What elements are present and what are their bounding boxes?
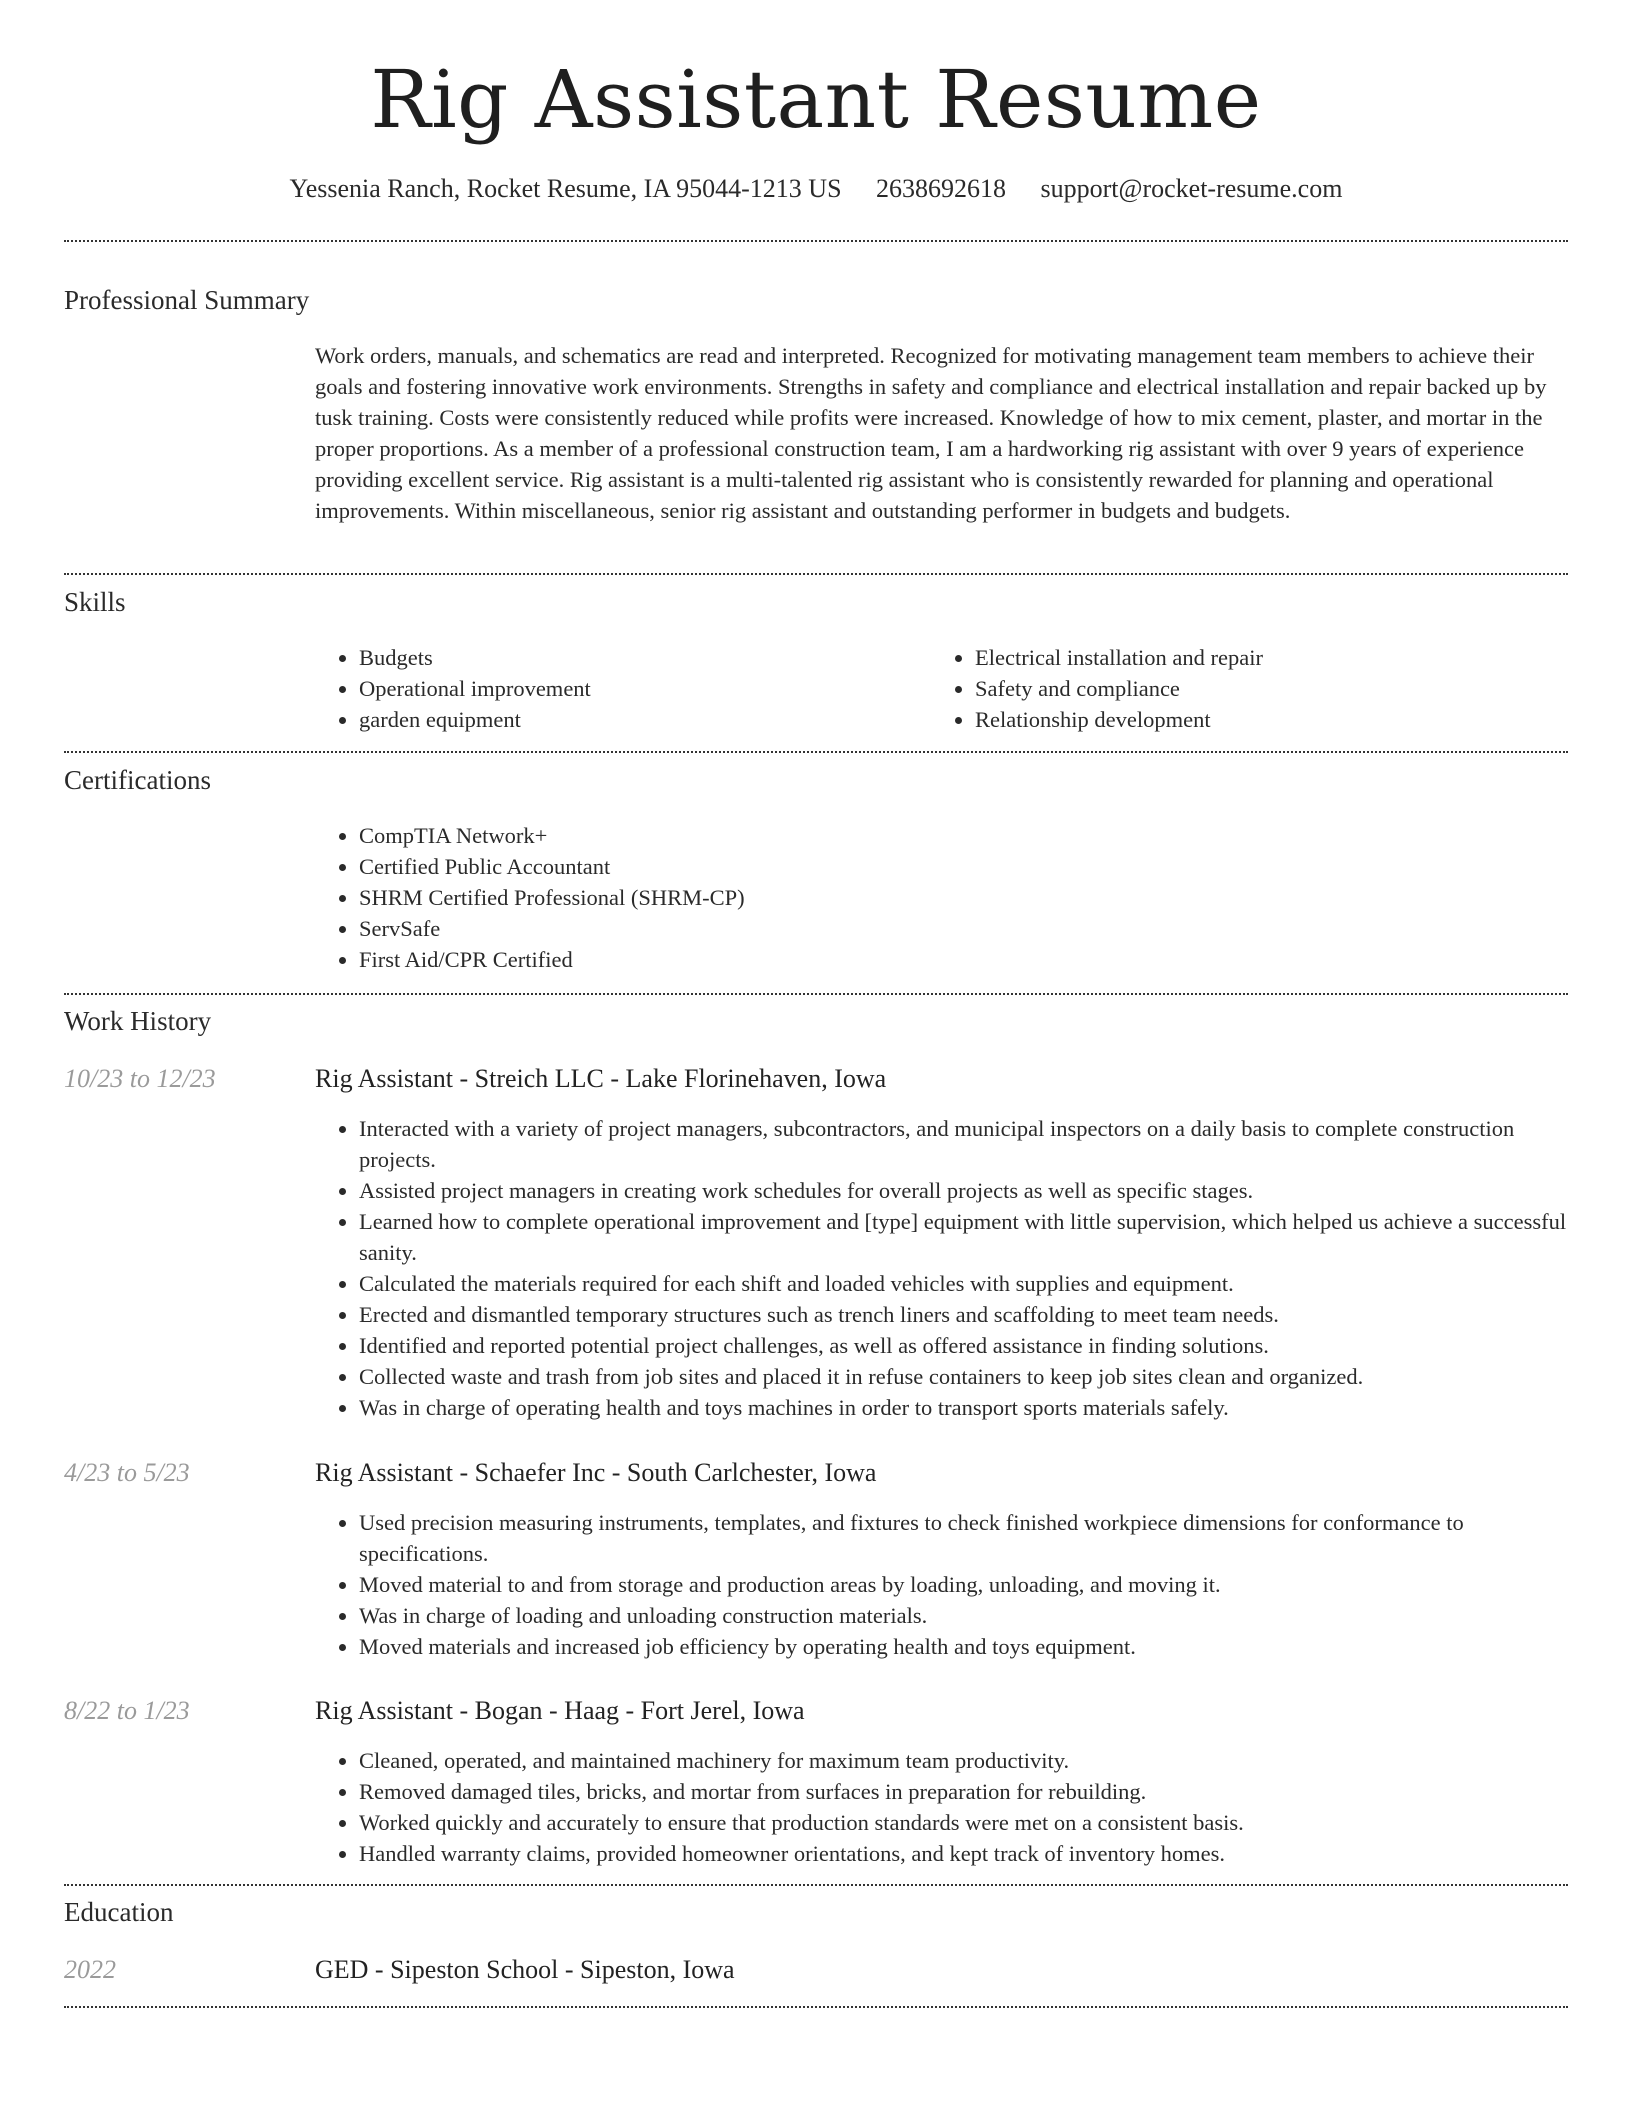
job-bullet: • Calculated the materials required for each shift and loaded vehicles with supplies and equipment. — [359, 1268, 1579, 1299]
section-heading-work-history: Work History — [64, 1006, 212, 1036]
education-degree: GED - Sipeston School - Sipeston, Iowa — [315, 1955, 735, 1984]
contact-phone: 2638692618 — [876, 174, 1007, 203]
divider — [64, 1884, 1568, 1886]
contact-email: support@rocket-resume.com — [1040, 174, 1343, 203]
education-year: 2022 — [64, 1955, 116, 1984]
job-bullet: • Removed damaged tiles, bricks, and mortar from surfaces in preparation for rebuilding. — [359, 1776, 1579, 1807]
skill-item: • Relationship development — [975, 704, 1575, 735]
skill-item: • Operational improvement — [359, 673, 919, 704]
summary-text: Work orders, manuals, and schematics are read and interpreted. Recognized for motivating management team members to achieve their goals and fostering innovative work environments. Strengths in safety and compliance and electrical installation and repair backed up by tusk training. Costs were consistently reduced while profits were increased. Knowledge of how to mix cement, plaster, and mortar in the proper proportions. As a member of a professional construction team, I am a hardworking rig assistant with over 9 years of experience providing excellent service. Rig assistant is a multi-talented rig assistant who is consistently rewarded for planning and operational improvements. Within miscellaneous, senior rig assistant and outstanding performer in budgets and budgets. — [315, 343, 1547, 523]
job-bullet: • Handled warranty claims, provided homeowner orientations, and kept track of inventory homes. — [359, 1838, 1579, 1869]
divider — [64, 240, 1568, 242]
job-bullet: • Was in charge of loading and unloading construction materials. — [359, 1600, 1579, 1631]
certification-item: • ServSafe — [359, 913, 1559, 944]
skill-item: • Budgets — [359, 642, 919, 673]
section-heading-education: Education — [64, 1897, 174, 1927]
job-title: Rig Assistant - Bogan - Haag - Fort Jerel, Iowa — [315, 1696, 805, 1725]
skills-list-left — [315, 642, 919, 735]
skills-list-right — [931, 642, 1575, 735]
job-bullet: • Erected and dismantled temporary structures such as trench liners and scaffolding to meet team needs. — [359, 1299, 1579, 1330]
job-bullet: • Interacted with a variety of project managers, subcontractors, and municipal inspectors on a daily basis to complete construction projects. — [359, 1113, 1579, 1175]
divider — [64, 993, 1568, 995]
resume-title: Rig Assistant Resume — [370, 53, 1262, 146]
job-bullet: • Cleaned, operated, and maintained machinery for maximum team productivity. — [359, 1745, 1579, 1776]
job-bullet: • Worked quickly and accurately to ensure that production standards were met on a consistent basis. — [359, 1807, 1579, 1838]
job-bullets — [315, 1113, 1579, 1423]
job-title: Rig Assistant - Schaefer Inc - South Carlchester, Iowa — [315, 1458, 877, 1487]
job-dates: 4/23 to 5/23 — [64, 1458, 190, 1487]
certification-item: • First Aid/CPR Certified — [359, 944, 1559, 975]
job-dates: 10/23 to 12/23 — [64, 1064, 216, 1093]
job-bullet: • Was in charge of operating health and toys machines in order to transport sports materials safely. — [359, 1392, 1579, 1423]
certification-item: • SHRM Certified Professional (SHRM-CP) — [359, 882, 1559, 913]
job-bullet: • Identified and reported potential project challenges, as well as offered assistance in finding solutions. — [359, 1330, 1579, 1361]
section-heading-skills: Skills — [64, 587, 126, 617]
skill-item: • Safety and compliance — [975, 673, 1575, 704]
job-dates: 8/22 to 1/23 — [64, 1696, 190, 1725]
contact-address: Yessenia Ranch, Rocket Resume, IA 95044-1213 US — [289, 174, 842, 203]
certifications-list — [315, 820, 1559, 975]
job-bullet: • Used precision measuring instruments, templates, and fixtures to check finished workpiece dimensions for conformance to specifications. — [359, 1507, 1579, 1569]
job-bullet: • Moved materials and increased job efficiency by operating health and toys equipment. — [359, 1631, 1579, 1662]
job-bullet: • Moved material to and from storage and production areas by loading, unloading, and moving it. — [359, 1569, 1579, 1600]
job-bullet: • Collected waste and trash from job sites and placed it in refuse containers to keep job sites clean and organized. — [359, 1361, 1579, 1392]
skill-item: • garden equipment — [359, 704, 919, 735]
job-bullets — [315, 1745, 1579, 1869]
section-heading-certifications: Certifications — [64, 765, 211, 795]
certification-item: • CompTIA Network+ — [359, 820, 1559, 851]
job-title: Rig Assistant - Streich LLC - Lake Florinehaven, Iowa — [315, 1064, 887, 1093]
job-bullets — [315, 1507, 1579, 1662]
job-bullet: • Assisted project managers in creating work schedules for overall projects as well as specific stages. — [359, 1175, 1579, 1206]
divider — [64, 751, 1568, 753]
job-bullet: • Learned how to complete operational improvement and [type] equipment with little supervision, which helped us achieve a successful sanity. — [359, 1206, 1579, 1268]
certification-item: • Certified Public Accountant — [359, 851, 1559, 882]
skill-item: • Electrical installation and repair — [975, 642, 1575, 673]
contact-line — [0, 172, 1632, 206]
section-heading-summary: Professional Summary — [64, 285, 310, 315]
divider — [64, 573, 1568, 575]
divider — [64, 2006, 1568, 2008]
